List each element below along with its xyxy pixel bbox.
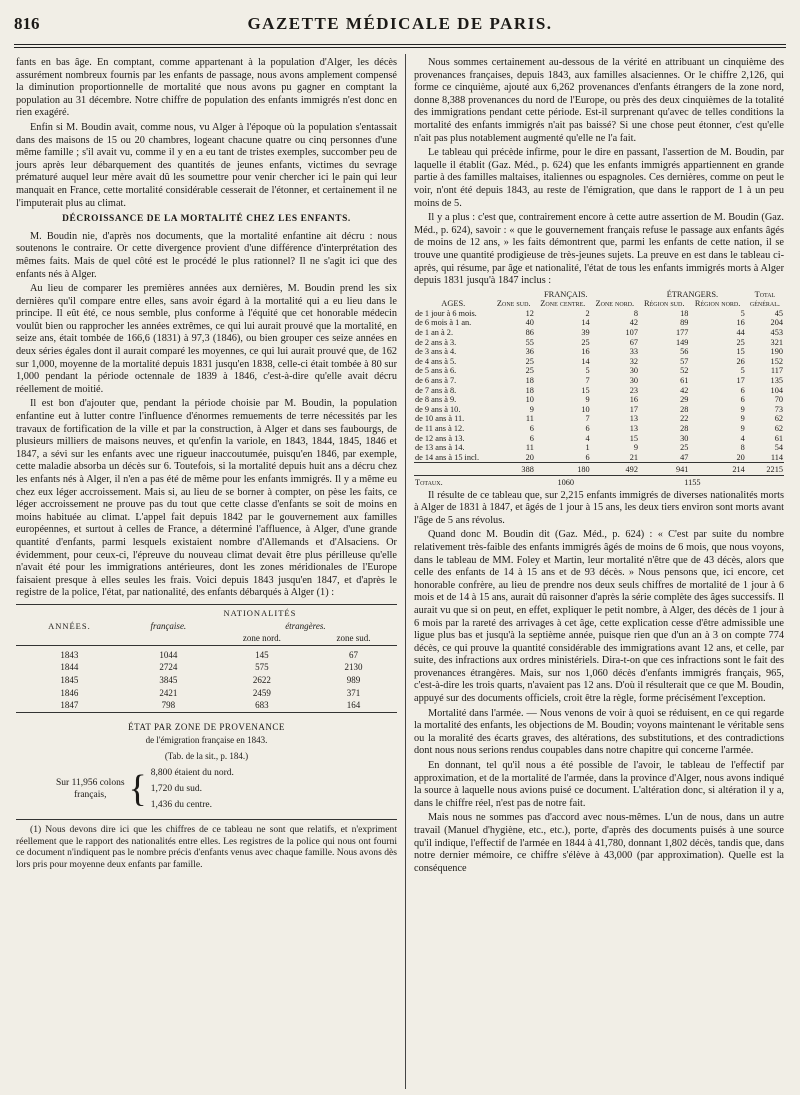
colons-centre: 1,436 du centre. — [150, 800, 212, 811]
age-value: 18 — [525, 385, 534, 395]
age-label: de 8 ans à 9. — [415, 395, 457, 405]
age-value: 149 — [675, 337, 689, 347]
right-column — [414, 57, 784, 877]
paragraph: Mais nous ne sommes pas d'accord avec nous-mêmes. L'un de nous, dans un autre travail (Manuel d'hygiène, etc., etc.), porte, d'après des documents puisés à une source qu'il indique, l'effectif de l'armée en 1844 à 41,780, donnant 1,802 décès, tandis que, dans notre dernier mémoire, ce chiffre s'élève à 43,000 (par approximation). Quelle est la conséquence — [414, 812, 784, 874]
age-row — [414, 424, 784, 434]
age-value: 10 — [581, 404, 590, 414]
age-value: 204 — [770, 318, 783, 328]
colons-nord: 8,800 étaient du nord. — [150, 768, 234, 779]
section-heading: DÉCROISSANCE DE LA MORTALITÉ CHEZ LES ENFANTS. — [62, 214, 351, 225]
age-value: 56 — [680, 347, 689, 357]
age-value: 45 — [774, 308, 783, 318]
zone-table-subtitle: de l'émigration française en 1843. — [145, 735, 268, 746]
age-value: 13 — [629, 424, 638, 433]
age-value: 6 — [529, 424, 534, 433]
journal-title: GAZETTE MÉDICALE DE PARIS. — [247, 14, 553, 33]
column-separator — [405, 54, 406, 1089]
header-rule-second — [14, 47, 786, 48]
age-value: 16 — [629, 395, 638, 405]
age-value: 30 — [629, 366, 638, 376]
age-label: de 4 ans à 5. — [415, 356, 457, 366]
nationality-row — [16, 674, 397, 687]
col-zone-sud: zone sud. — [336, 633, 371, 644]
age-value: 17 — [629, 404, 638, 414]
cell-fr: 3845 — [159, 674, 178, 685]
age-value: 135 — [770, 376, 783, 386]
zone-table-reference: (Tab. de la sit., p. 184.) — [164, 750, 249, 761]
age-label: de 2 ans à 3. — [415, 337, 457, 347]
age-value: 73 — [774, 404, 783, 414]
paragraph: Il est bon d'ajouter que, pendant la période choisie par M. Boudin, la population enfantine eut à lutter contre l'influence d'énormes remuements de terre nécessités par les travaux de fortification de la ville et par la construction, à Alger et dans ses faubourgs, de plusieurs milliers de maisons neuves, et qu'enfin la variole, en 1843, 1844, 1845, 1846 et 1847, a sévi sur les enfants avec une rigueur inaccoutumée, puisqu'en 1846, par exemple, cette maladie absorba un décès sur 6. Toutefois, si la mortalité depuis huit ans a décru chez les enfants nés à Alger, il n'en a pas été de même pour les enfants immigrés. Il y a même eu chez eux léger accroissement. Mais si, au lieu de se borner à compter, on pèse les faits, ce léger accroissement ne prouve pas du tout que cette classe d'enfants se soit de moins en moins habituée au climat. L'appel fait depuis 1842 par le gouvernement aux familles européennes, et surtout à celles de France, a déterminé l'affluence, à Alger, d'une grande quantité d'enfants, parmi lesquels existaient nombre d'Allemands et d'Alsaciens. Or évidemment, pour ceux-ci, l'épreuve du nouveau climat devait être plus périlleuse qu'elle n'avait été pour les immigrations antérieures, dont les zones méridionales de l'Europe faisaient presque à elles seules les frais. Voici depuis 1843 jusqu'en 1847, et d'après le registre de la police, l'état, par nationalité, des enfants débarqués à Alger (1) : — [16, 398, 397, 599]
cell-fr: 1044 — [159, 649, 178, 660]
age-value: 104 — [770, 385, 783, 395]
age-label: de 11 ans à 12. — [415, 424, 465, 433]
age-value: 13 — [629, 414, 638, 424]
totaux-francais: 1060 — [493, 475, 639, 487]
totaux-etrangers: 1155 — [639, 475, 746, 487]
age-row — [414, 309, 784, 319]
age-row — [414, 405, 784, 415]
age-value: 54 — [774, 443, 783, 453]
age-value: 16 — [736, 318, 745, 328]
age-value: 5 — [740, 308, 745, 318]
cell-fr: 2421 — [159, 687, 178, 698]
page-number: 816 — [14, 14, 40, 33]
cell-zs: 371 — [346, 687, 361, 698]
age-value: 36 — [525, 347, 534, 357]
age-value: 29 — [680, 395, 689, 405]
age-value: 30 — [680, 433, 689, 443]
head-total: Total — [754, 289, 776, 299]
age-value: 22 — [680, 414, 689, 424]
age-value: 11 — [525, 443, 534, 453]
age-row — [414, 328, 784, 338]
paragraph: Nous sommes certainement au-dessous de la vérité en attribuant un cinquième des provenances françaises, depuis 1843, aux familles alsaciennes. Or le chiffre 2,126, qui forme ce cinquième, ajouté aux 6,262 provenances d'enfants étrangers de la zone nord, donne 8,388 provenances du nord de l'Europe, ou près des deux cinquièmes de la totalité des immigrations pendant cette période. Est-il surprenant qu'avec de telles conditions la mortalité des enfants immigrés n'ait pas baissé? Si une chose peut étonner, c'est qu'elle n'ait pas plus notablement augmenté qu'elle ne l'a fait. — [414, 57, 784, 144]
header-rule — [14, 44, 786, 45]
age-label: de 13 ans à 14. — [415, 443, 465, 453]
age-sum: 941 — [639, 463, 689, 476]
age-value: 9 — [585, 395, 590, 405]
age-value: 107 — [625, 328, 638, 338]
age-value: 44 — [736, 328, 745, 338]
age-value: 30 — [629, 376, 638, 386]
age-row — [414, 443, 784, 453]
age-sum: 492 — [591, 463, 639, 476]
age-row — [414, 414, 784, 424]
age-row — [414, 338, 784, 348]
age-row — [414, 366, 784, 376]
age-value: 42 — [680, 385, 689, 395]
age-value: 9 — [740, 404, 745, 414]
age-row — [414, 347, 784, 357]
head-zone-centre: Zone centre. — [540, 299, 586, 309]
age-row — [414, 395, 784, 405]
head-general: général. — [749, 299, 780, 309]
age-value: 47 — [680, 452, 689, 462]
totaux-label: Totaux. — [414, 475, 493, 487]
age-value: 16 — [581, 347, 590, 357]
age-label: de 6 mois à 1 an. — [415, 318, 472, 328]
age-sum: 2215 — [746, 463, 784, 476]
head-region-nord: Région nord. — [694, 299, 741, 309]
age-value: 15 — [629, 433, 638, 443]
age-row — [414, 453, 784, 463]
age-mortality-table — [414, 290, 784, 488]
age-value: 40 — [525, 318, 534, 328]
cell-year: 1844 — [60, 662, 79, 673]
age-row — [414, 318, 784, 328]
age-value: 6 — [529, 433, 534, 443]
age-label: de 6 ans à 7. — [415, 376, 457, 386]
age-value: 67 — [629, 337, 638, 347]
paragraph: Au lieu de comparer les premières années aux dernières, M. Boudin prend les six dernières qu'il compare entre elles, sans avoir égard à la mortalité qui a eu lieu dans le principe. Il eût été, ce nous semble, plus conforme à l'équité que cet honorable médecin voulût bien ou rapprocher les années extrêmes, ce qui lui aurait prouvé que la mortalité, en seize ans, était tombée de 166,6 (1831) à 97,3 (1846), ou bien grouper ces seize années en deux séries égales dont il aurait comparé les moyennes, ce qui lui aurait prouvé que, de 162 sur 1,000, moyenne de la mortalité depuis 1831 jusqu'en 1838, celle-ci était tombée à 80 sur 1,000 pendant la période octennale de 1839 à 1846, c'est-à-dire qu'elle avait décru réellement de moitié. — [16, 283, 397, 395]
cell-year: 1843 — [60, 649, 79, 660]
age-value: 114 — [770, 452, 783, 462]
paragraph: Le tableau qui précède infirme, pour le dire en passant, l'assertion de M. Boudin, par laquelle il établit (Gaz. Méd., p. 624) que les enfants immigrés appartiennent en grande partie à des familles maltaises, italiennes ou espagnoles. Ces dernières, comme on peut le voir, n'ont été depuis 1843, au reste de l'émigration, que dans le rapport de 1 à un peu moins de 5. — [414, 147, 784, 209]
age-value: 9 — [633, 443, 638, 453]
age-row — [414, 376, 784, 386]
left-column — [16, 57, 397, 872]
age-sum: 180 — [535, 463, 591, 476]
paragraph: M. Boudin nie, d'après nos documents, que la mortalité enfantine ait décru : nous soutenons le contraire. Or cette divergence provient d'une différence d'interprétation des mêmes faits. Mais de quel côté est le procédé le plus rationnel? Il ne s'agit ici que des enfants nés à Alger. — [16, 230, 397, 280]
colons-breakdown — [56, 765, 397, 813]
col-francaise: française. — [150, 620, 187, 631]
cell-year: 1847 — [60, 700, 79, 711]
age-value: 62 — [774, 414, 783, 424]
age-value: 15 — [736, 347, 745, 357]
age-value: 12 — [525, 308, 534, 318]
head-etrangers: ÉTRANGERS. — [666, 289, 719, 299]
age-value: 86 — [525, 328, 534, 338]
head-zone-sud: Zone sud. — [496, 299, 531, 309]
head-region-sud: Région sud. — [643, 299, 685, 309]
age-label: de 9 ans à 10. — [415, 404, 461, 414]
age-value: 25 — [680, 443, 689, 453]
age-label: de 14 ans à 15 incl. — [415, 452, 480, 462]
age-sum: 214 — [689, 463, 745, 476]
age-row — [414, 434, 784, 444]
cell-fr: 2724 — [159, 662, 178, 673]
footnote: (1) Nous devons dire ici que les chiffres de ce tableau ne sont que relatifs, et n'expriment réellement que le rapport des nationalités entre elles. Les registres de la police qui nous ont fourni ce document n'indiquent pas le nombre précis d'enfants venus avec chaque famille. Nous avons dès lors pris pour moyenne deux enfants par famille. — [16, 824, 397, 870]
age-value: 9 — [529, 404, 534, 414]
col-etrangeres: étrangères. — [285, 620, 326, 631]
blank-cell — [414, 463, 493, 476]
cell-zn: 575 — [255, 662, 269, 673]
age-value: 33 — [629, 347, 638, 357]
age-value: 61 — [774, 433, 783, 443]
cell-zs: 989 — [346, 674, 361, 685]
age-label: de 1 an à 2. — [415, 328, 454, 338]
age-value: 14 — [581, 318, 590, 328]
paragraph: En donnant, tel qu'il nous a été possible de l'avoir, le tableau de l'effectif par approximation, et de la mortalité de l'armée, dans la province d'Alger, nous avons indiqué la source à laquelle nous avions puisé ce document. L'altération donc, si altération il y a, dans le chiffre réel, n'est pas de notre fait. — [414, 760, 784, 809]
col-years: ANNÉES. — [48, 620, 91, 631]
paragraph: Quand donc M. Boudin dit (Gaz. Méd., p. 624) : « C'est par suite du nombre relativement très-faible des enfants immigrés âgés de moins de 6 mois, que nous voyons, dans le tableau de MM. Foley et Martin, leur mortalité n'être que de 43 décès, alors que celle des enfants de 14 à 15 ans et de 93 décès. » Nous pensons que, ici encore, cet honorable confrère, au lieu de prendre nos deux seuls chiffres de mortalité de 1 jour à 6 mois et de 14 à 15 ans, aurait dû raisonner d'après la série complète des âges successifs. Il aurait vu que si on peut, en effet, expliquer le petit nombre, à Alger, des décès de 1 jour à 6 mois par la rareté des arrivages à cet âge, cette explication cesse d'être admissible une ligue plus bas et jusqu'à la septième année, puisque rien que d'un an à 3 on compte 774 décès, ce qui prouve la quantité considérable des immigrations avant 12 ans, et celle, par suite, des infractions aux ordres ministériels. Dira-t-on que ces infractions sont le fait des provenances étrangères. Mais, sur nos 1,060 décès d'enfants immigrés français, 965, c'est-à-dire les trois quarts, n'avaient pas 12 ans. D'où il résulterait que ce que M. Boudin, appuyé sur des documents officiels, croit être la règle, forme précisément l'exception. — [414, 529, 784, 705]
age-value: 321 — [770, 337, 783, 347]
paragraph: Il y a plus : c'est que, contrairement encore à cette autre assertion de M. Boudin (Gaz. Méd., p. 624), savoir : « que le gouvernement français refuse le passage aux enfants âgés de moins de 12 ans, » les faits démontrent que, parmi les enfants de cette nation, il se trouve une quantité prodigieuse de très-jeunes sujets. La preuve en est dans le tableau ci-après, qui résume, par âge et nationalité, l'état de tous les enfants immigrés morts à Alger depuis 1831 jusqu'à 1847 inclus : — [414, 212, 784, 287]
age-label: de 7 ans à 8. — [415, 385, 457, 395]
age-value: 6 — [740, 385, 745, 395]
age-value: 20 — [525, 452, 534, 462]
footnote-rule — [16, 819, 397, 820]
age-value: 20 — [736, 452, 745, 462]
age-value: 25 — [581, 337, 590, 347]
colons-label-2: français, — [74, 790, 107, 801]
age-value: 11 — [525, 414, 534, 424]
age-value: 21 — [629, 452, 638, 462]
paragraph: Enfin si M. Boudin avait, comme nous, vu Alger à l'époque où la population s'entassait dans des maisons de 15 ou 20 chambres, logeant chacune quatre ou cinq personnes d'une même famille ; s'il avait vu, comme il y en a eu tant de tristes exemples, succomber peu de jours après leur débarquement des quantités de jeunes enfants, victimes du sevrage prématuré auquel leur mère avait dû les soumettre pour venir chercher ici le pain qui leur manquait en France, cette mortalité considérable cesserait de l'étonner, et certainement il ne l'imputerait plus au climat. — [16, 121, 397, 209]
nationality-row — [16, 661, 397, 674]
age-value: 7 — [585, 414, 590, 424]
age-value: 7 — [585, 376, 590, 386]
age-value: 70 — [774, 395, 783, 405]
age-value: 4 — [740, 433, 745, 443]
paragraph: fants en bas âge. En comptant, comme appartenant à la population d'Alger, les décès assurément nombreux fournis par les enfants de passage, nous avons amplement compensé la diminution proportionnelle de mortalité que nous avons pu gagner en comptant la population au 31 décembre. Notre chiffre de population des enfants immigrés n'est donc en rien exagéré. — [16, 57, 397, 119]
page-header — [14, 14, 786, 38]
age-value: 25 — [525, 356, 534, 366]
age-value: 5 — [740, 366, 745, 376]
age-value: 453 — [770, 328, 783, 338]
age-value: 42 — [629, 318, 638, 328]
age-label: de 12 ans à 13. — [415, 433, 465, 443]
age-value: 23 — [629, 385, 638, 395]
nationality-title: NATIONALITÉS — [223, 607, 297, 618]
age-value: 8 — [633, 308, 638, 318]
age-value: 57 — [680, 356, 689, 366]
age-value: 17 — [736, 376, 745, 386]
age-label: de 10 ans à 11. — [415, 414, 465, 424]
age-value: 14 — [581, 356, 590, 366]
age-value: 6 — [585, 452, 590, 462]
nationality-row — [16, 699, 397, 712]
age-row — [414, 357, 784, 367]
age-value: 2 — [585, 308, 590, 318]
age-value: 62 — [774, 424, 783, 433]
head-francais: FRANÇAIS. — [543, 289, 588, 299]
age-value: 25 — [525, 366, 534, 376]
cell-zn: 683 — [255, 700, 269, 711]
age-label: de 5 ans à 6. — [415, 366, 457, 376]
colons-sud: 1,720 du sud. — [150, 784, 202, 795]
age-value: 8 — [740, 443, 745, 453]
age-value: 190 — [770, 347, 783, 357]
nationality-table — [16, 604, 397, 715]
age-value: 9 — [740, 414, 745, 424]
age-value: 4 — [585, 433, 590, 443]
cell-zn: 2622 — [252, 674, 271, 685]
cell-zn: 2459 — [252, 687, 271, 698]
age-value: 52 — [680, 366, 689, 376]
paragraph: Mortalité dans l'armée. — Nous venons de voir à quoi se réduisent, en ce qui regarde la mortalité des enfants, les objections de M. Boudin; voyons maintenant le véritable sens ou la moralité des écarts graves, des altérations, des substitutions, et des contradictions dont nous nous serions rendus coupables dans notre chapitre qui concerne l'armée. — [414, 707, 784, 757]
age-value: 18 — [525, 376, 534, 386]
age-value: 25 — [736, 337, 745, 347]
age-value: 39 — [581, 328, 590, 338]
age-value: 10 — [525, 395, 534, 405]
head-zone-nord: Zone nord. — [595, 299, 635, 309]
age-value: 6 — [585, 424, 590, 433]
cell-zs: 2130 — [344, 662, 363, 673]
paragraph: Il résulte de ce tableau que, sur 2,215 enfants immigrés de diverses nationalités morts à Alger de 1831 à 1847, et âgés de 1 jour à 15 ans, les deux tiers environ sont morts avant l'âge de 5 ans révolus. — [414, 489, 784, 526]
cell-fr: 798 — [161, 700, 176, 711]
age-label: de 1 jour à 6 mois. — [415, 308, 477, 318]
zone-table-title: ÉTAT PAR ZONE DE PROVENANCE — [128, 721, 285, 732]
age-value: 152 — [770, 356, 783, 366]
cell-year: 1845 — [60, 674, 79, 685]
age-value: 61 — [680, 376, 689, 386]
age-row — [414, 386, 784, 396]
age-value: 15 — [581, 385, 590, 395]
cell-zn: 145 — [255, 649, 269, 660]
age-value: 18 — [680, 308, 689, 318]
colons-label: Sur 11,956 colons — [56, 777, 125, 788]
cell-zs: 67 — [348, 649, 358, 660]
age-value: 28 — [680, 424, 689, 433]
age-value: 117 — [770, 366, 783, 376]
nationality-row — [16, 649, 397, 662]
age-sum: 388 — [493, 463, 535, 476]
col-zone-nord: zone nord. — [242, 633, 281, 644]
age-value: 9 — [740, 424, 745, 433]
age-value: 32 — [629, 356, 638, 366]
age-sums-row — [414, 463, 784, 476]
cell-year: 1846 — [60, 687, 79, 698]
age-value: 5 — [585, 366, 590, 376]
nationality-row — [16, 687, 397, 700]
brace-glyph: { — [128, 768, 147, 811]
age-value: 26 — [736, 356, 745, 366]
age-label: de 3 ans à 4. — [415, 347, 457, 357]
age-value: 55 — [525, 337, 534, 347]
age-value: 89 — [680, 318, 689, 328]
age-value: 28 — [680, 404, 689, 414]
head-ages: AGES. — [441, 299, 466, 309]
cell-zs: 164 — [346, 700, 361, 711]
age-value: 177 — [675, 328, 689, 338]
age-value: 6 — [740, 395, 745, 405]
age-value: 1 — [585, 443, 590, 453]
